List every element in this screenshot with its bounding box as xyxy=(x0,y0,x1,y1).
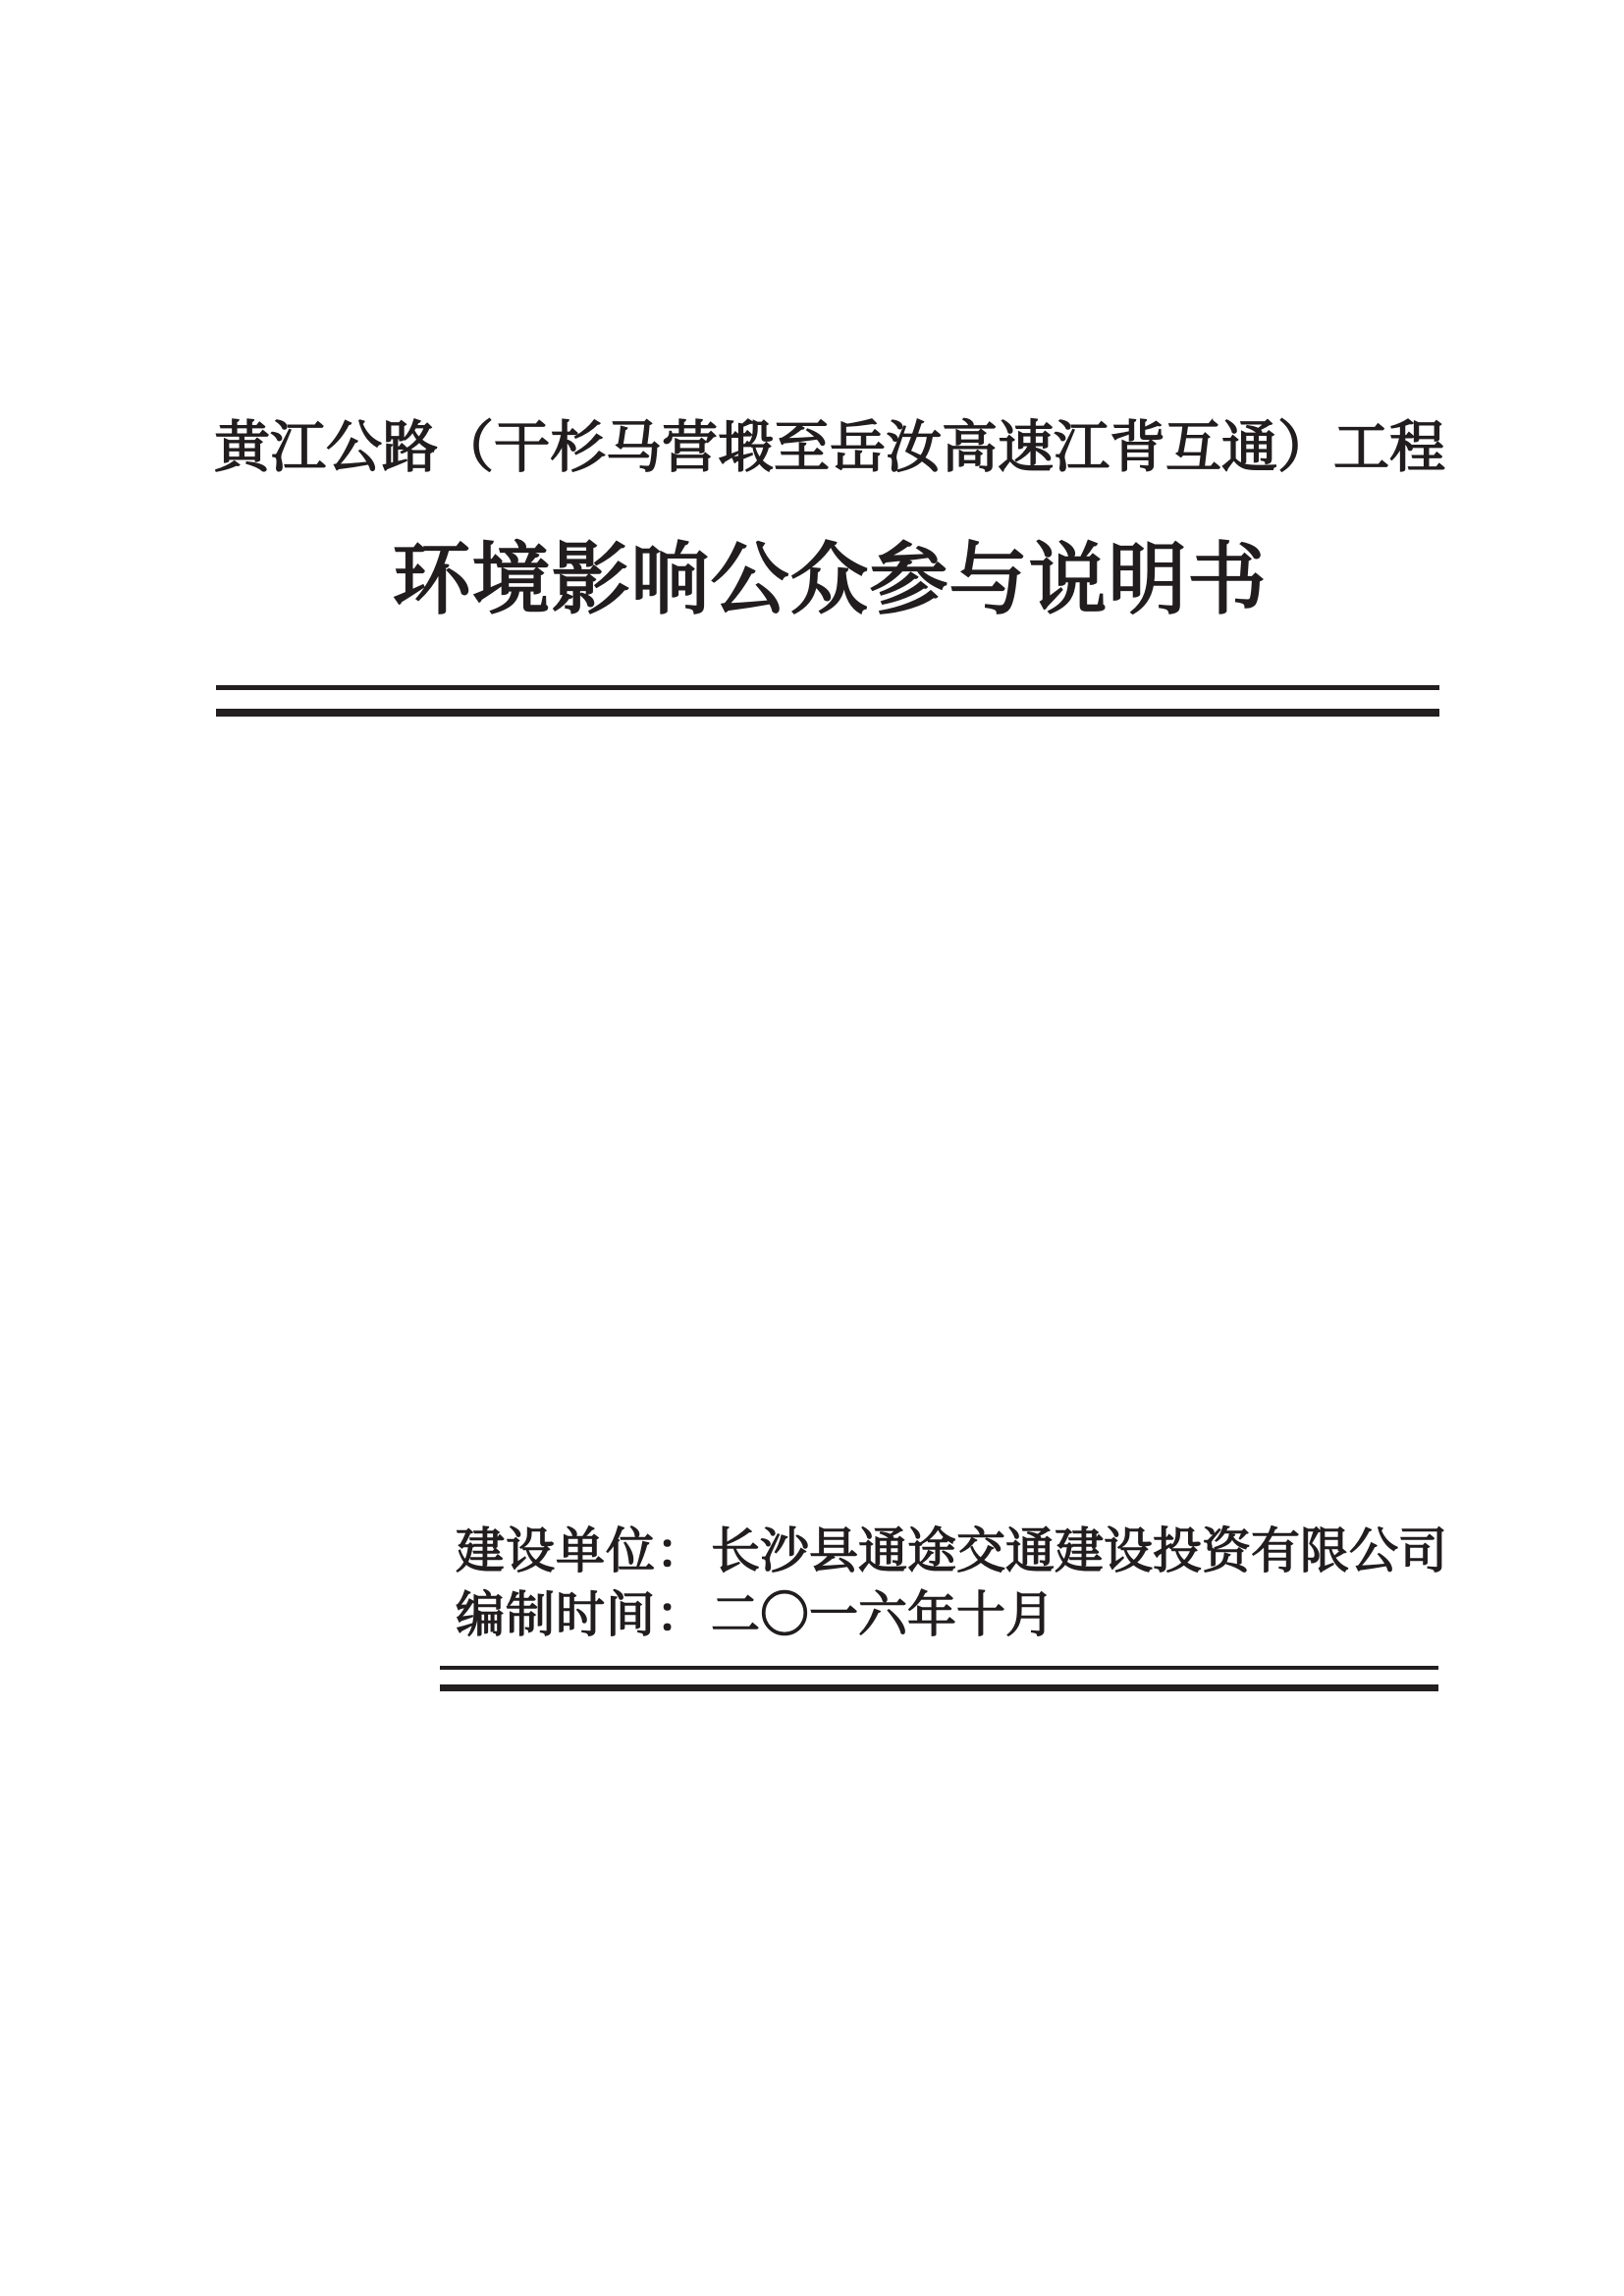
builder-label: 建设单位： xyxy=(456,1523,706,1578)
builder-value: 长沙县通途交通建设投资有限公司 xyxy=(711,1523,1447,1578)
title-divider-thick-rule xyxy=(216,709,1439,717)
date-value: 二〇一六年十月 xyxy=(711,1587,1055,1642)
document-title-main: 环境影响公众参与说明书 xyxy=(392,536,1268,623)
title-divider-thin-rule xyxy=(216,685,1439,690)
date-label: 编制时间： xyxy=(456,1587,706,1642)
cover-info-block xyxy=(456,1520,1447,1647)
footer-divider-thick-rule xyxy=(440,1684,1438,1691)
footer-divider-thin-rule xyxy=(440,1666,1438,1670)
document-title-project: 黄江公路（干杉马营塅至岳汝高速江背互通）工程 xyxy=(214,416,1445,479)
date-row xyxy=(456,1583,1447,1647)
builder-row xyxy=(456,1520,1447,1583)
